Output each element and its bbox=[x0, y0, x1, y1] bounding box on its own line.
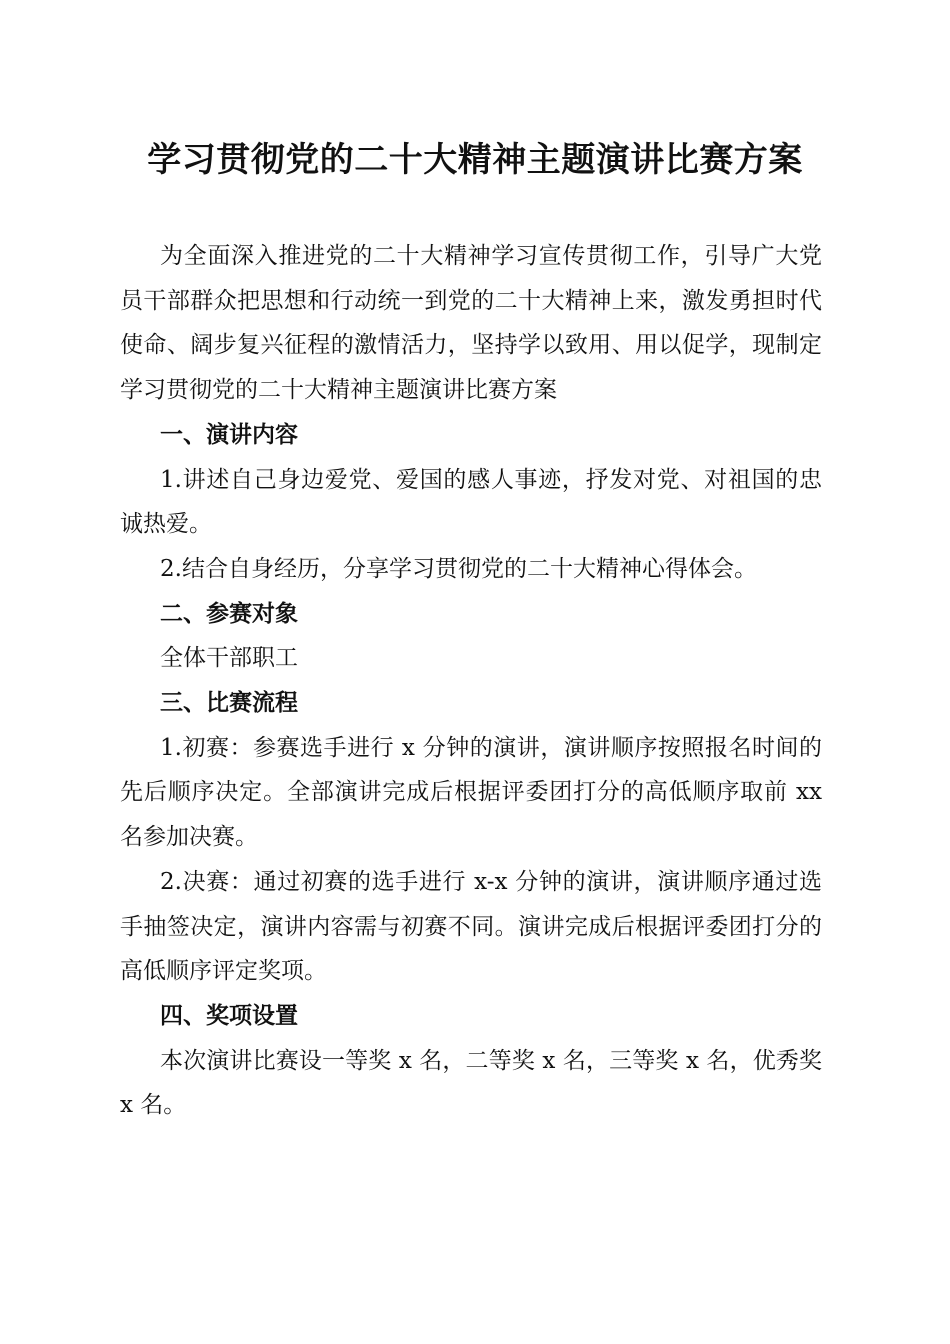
paragraph-content-1: 1.讲述自己身边爱党、爱国的感人事迹，抒发对党、对祖国的忠诚热爱。 bbox=[120, 466, 822, 538]
section-heading-participants: 二、参赛对象 bbox=[160, 600, 298, 627]
document-title: 学习贯彻党的二十大精神主题演讲比赛方案 bbox=[147, 140, 803, 180]
section-heading-awards: 四、奖项设置 bbox=[160, 1002, 298, 1029]
paragraph-content-2: 2.结合自身经历，分享学习贯彻党的二十大精神心得体会。 bbox=[160, 555, 757, 582]
paragraph-awards: 本次演讲比赛设一等奖 x 名，二等奖 x 名，三等奖 x 名，优秀奖 x 名。 bbox=[120, 1047, 822, 1119]
intro-paragraph: 为全面深入推进党的二十大精神学习宣传贯彻工作，引导广大党员干部群众把思想和行动统一到党的二十大精神上来，激发勇担时代使命、阔步复兴征程的激情活力，坚持学以致用、用以促学，现制定学习贯彻党的二十大精神主题演讲比赛方案 bbox=[120, 243, 822, 404]
paragraph-participants: 全体干部职工 bbox=[160, 645, 298, 672]
section-heading-process: 三、比赛流程 bbox=[160, 690, 298, 717]
document-body bbox=[120, 234, 822, 1128]
section-heading-content: 一、演讲内容 bbox=[160, 421, 298, 448]
paragraph-preliminary: 1.初赛：参赛选手进行 x 分钟的演讲，演讲顺序按照报名时间的先后顺序决定。全部演讲完成后根据评委团打分的高低顺序取前 xx 名参加决赛。 bbox=[120, 734, 822, 851]
paragraph-final: 2.决赛：通过初赛的选手进行 x-x 分钟的演讲，演讲顺序通过选手抽签决定，演讲内容需与初赛不同。演讲完成后根据评委团打分的高低顺序评定奖项。 bbox=[120, 868, 822, 985]
